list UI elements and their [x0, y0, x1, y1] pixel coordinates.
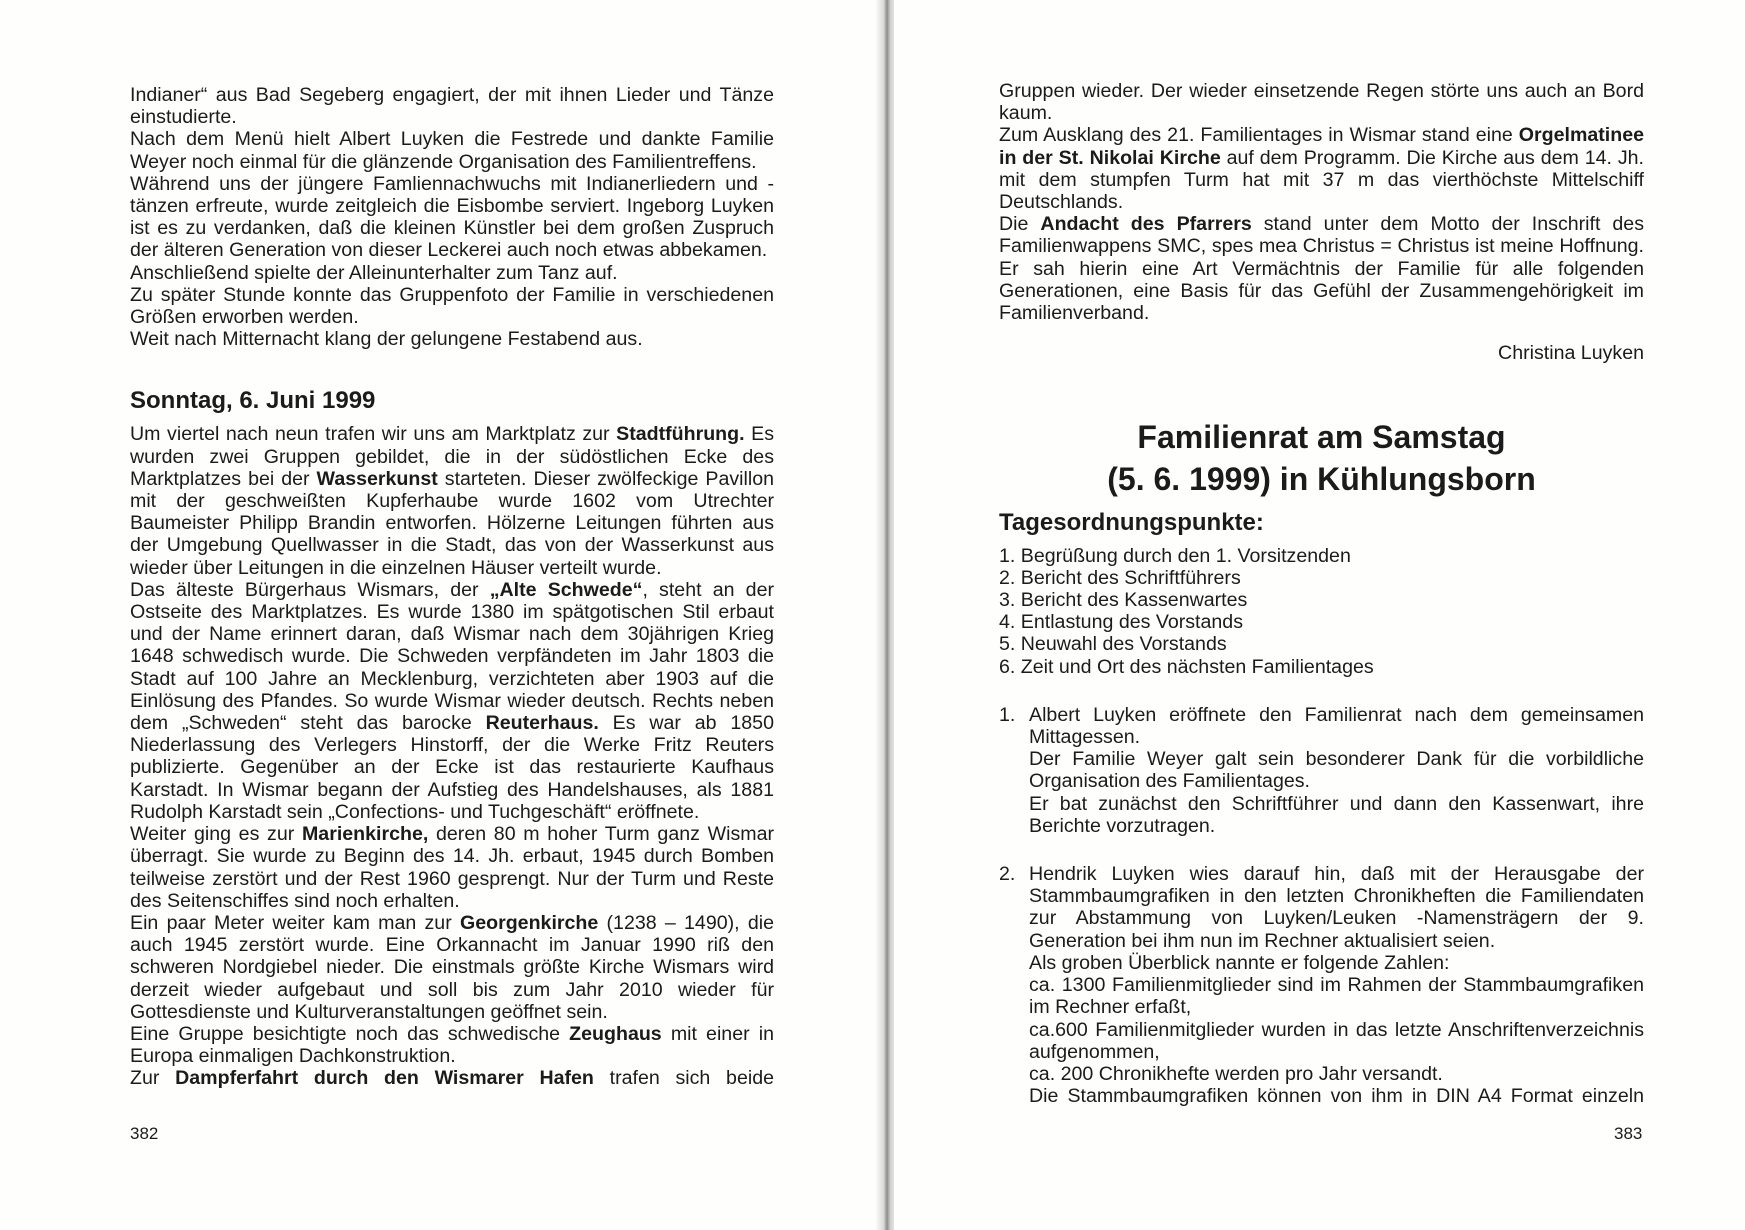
paragraph-marienkirche — [130, 823, 774, 912]
agenda-item: 2. Bericht des Schriftführers — [999, 566, 1241, 589]
text-run: Ein paar Meter weiter kam man zur — [130, 911, 460, 934]
paragraph: Gruppen wieder. Der wieder einsetzende Regen störte uns auch an Bord kaum. — [999, 80, 1644, 125]
left-text-column — [130, 84, 774, 1090]
bold-term: Orgelmatinee in der St. Nikolai Kirche — [999, 124, 1644, 169]
item-line: Albert Luyken eröffnete den Familienrat nach dem gemeinsamen Mittagessen. — [1029, 703, 1644, 749]
text-run: stand unter dem Motto der Inschrift des Familienwappens SMC, spes mea Christus = Christus ist meine Hoffnung. Er sah hierin eine Art Vermächtnis der Familie für alle folgenden Generationen, eine Basis für das Gefühl der Zusammengehörigkeit im Familienverband. — [999, 213, 1644, 325]
text-run: trafen sich beide — [593, 1067, 774, 1090]
paragraph-dampferfahrt — [130, 1067, 774, 1089]
paragraph: Weit nach Mitternacht klang der gelungene Festabend aus. — [130, 328, 643, 351]
paragraph: Nach dem Menü hielt Albert Luyken die Festrede und dankte Familie Weyer noch einmal für die glänzende Organisation des Familientreffens. — [130, 128, 774, 173]
item-line: Hendrik Luyken wies darauf hin, daß mit der Herausgabe der Stammbaumgrafiken in den letzten Chronikheften die Familiendaten zur Abstammung von Luyken/Leuken -Namensträgern der 9. Generation bei ihm nun im Rechner aktualisiert seien. — [1029, 863, 1644, 952]
text-run: Weiter ging es zur — [130, 823, 302, 846]
right-text-column — [999, 80, 1644, 1107]
text-run: deren 80 m hoher Turm ganz Wismar überragt. Sie wurde zu Beginn des 14. Jh. erbaut, 1945 durch Bomben teilweise zerstört und der Rest 1960 gesprengt. Nur der Turm und Reste des Seitenschiffes sind noch erhalten. — [130, 823, 774, 912]
section-heading: Sonntag, 6. Juni 1999 — [130, 387, 376, 415]
bold-term: Reuterhaus. — [485, 712, 599, 735]
paragraph: Indianer“ aus Bad Segeberg engagiert, der mit ihnen Lieder und Tänze einstudierte. — [130, 84, 774, 129]
text-run: Um viertel nach neun trafen wir uns am Marktplatz zur — [130, 423, 617, 446]
text-run: Eine Gruppe besichtigte noch das schwedische — [130, 1022, 570, 1045]
agenda-list — [999, 545, 1644, 678]
paragraph-andacht — [999, 213, 1644, 324]
page-number: 382 — [130, 1124, 159, 1143]
text-run: Die — [999, 213, 1041, 236]
text-run: Zur — [130, 1067, 176, 1090]
paragraph: Während uns der jüngere Famliennachwuchs mit Indianerliedern und -tänzen erfreute, wurde zeitgleich die Eisbombe serviert. Ingeborg Luyken ist es zu verdanken, daß die kleinen Künstler bei dem großen Zuspruch der älteren Generation von dieser Leckerei auch noch etwas abbekamen. — [130, 172, 774, 262]
item-line: Er bat zunächst den Schriftführer und dann den Kassenwart, ihre Berichte vorzutragen. — [1029, 792, 1644, 837]
paragraph: Anschließend spielte der Alleinunterhalter zum Tanz auf. — [130, 261, 618, 284]
minutes-item-2 — [999, 863, 1644, 1107]
item-line: ca. 1300 Familienmitglieder sind im Rahmen der Stammbaumgrafiken im Rechner erfaßt, — [1029, 974, 1644, 1019]
paragraph-georgenkirche — [130, 912, 774, 1023]
agenda-item: 6. Zeit und Ort des nächsten Familientages — [999, 655, 1374, 678]
paragraph-zeughaus — [130, 1023, 774, 1067]
paragraph-orgelmatinee — [999, 124, 1644, 213]
item-line: Die Stammbaumgrafiken können von ihm in DIN A4 Format einzeln — [1029, 1085, 1644, 1108]
agenda-item: 3. Bericht des Kassenwartes — [999, 589, 1248, 612]
item-line: ca. 200 Chronikhefte werden pro Jahr versandt. — [1029, 1062, 1443, 1085]
bold-term: Zeughaus — [569, 1022, 662, 1045]
bold-term: Andacht des Pfarrers — [1040, 213, 1252, 236]
paragraph: Zu später Stunde konnte das Gruppenfoto der Familie in verschiedenen Größen erworben werden. — [130, 283, 774, 329]
item-line: ca.600 Familienmitglieder wurden in das letzte Anschriftenverzeichnis aufgenommen, — [1029, 1018, 1644, 1063]
item-number: 1. — [999, 703, 1016, 726]
bold-term: Stadtführung. — [616, 423, 745, 446]
item-line: Der Familie Weyer galt sein besonderer Dank für die vorbildliche Organisation des Familientages. — [1029, 748, 1644, 793]
text-run: auf dem Programm. Die Kirche aus dem 14. Jh. mit dem stumpfen Turm hat mit 37 m das vierthöchste Mittelschiff Deutschlands. — [999, 146, 1644, 214]
article-title — [999, 416, 1644, 500]
text-run: , steht an der Ostseite des Marktplatzes. Es wurde 1380 im spätgotischen Stil erbaut und der Name erinnert daran, daß Wismar nach dem 30jährigen Krieg 1648 schwedisch wurde. Die Schweden verpfändeten im Jahr 1803 die Stadt auf 100 Jahre an Mecklenburg, verzichteten aber 1903 auf die Einlösung des Pfandes. So wurde Wismar wieder deutsch. Rechts neben dem „Schweden“ steht das barocke — [130, 578, 774, 735]
text-run: Es wurden zwei Gruppen gebildet, die in der südöstlichen Ecke des Marktplatzes bei der — [130, 423, 774, 490]
text-run: Zum Ausklang des 21. Familientages in Wismar stand eine — [999, 124, 1519, 147]
text-run: (1238 – 1490), die auch 1945 zerstört wurde. Eine Orkannacht im Januar 1990 riß den schweren Nordgiebel nieder. Die einstmals größte Kirche Wismars wird derzeit wieder aufgebaut und soll bis zum Jahr 2010 wieder für Gottesdienste und Kulturveranstaltungen geöffnet sein. — [130, 911, 774, 1023]
title-line: (5. 6. 1999) in Kühlungsborn — [1107, 461, 1536, 498]
title-line: Familienrat am Samstag — [1137, 419, 1506, 456]
author-signature: Christina Luyken — [1498, 342, 1644, 365]
paragraph-alte-schwede — [130, 579, 774, 823]
agenda-item: 4. Entlastung des Vorstands — [999, 611, 1243, 634]
page-number: 383 — [1614, 1124, 1643, 1143]
text-run: starteten. Dieser zwölfeckige Pavillon mit der geschweißten Kupferhaube wurde 1602 vom Utrechter Baumeister Philipp Brandin entworfen. Hölzerne Leitungen führten aus der Umgebung Quellwasser in die Stadt, das von der Wasserkunst aus wieder über Leitungen in die einzelnen Häuser verteilt wurde. — [130, 467, 774, 579]
text-run: Das älteste Bürgerhaus Wismars, der — [130, 578, 490, 601]
bold-term: Georgenkirche — [459, 911, 599, 934]
agenda-item: 1. Begrüßung durch den 1. Vorsitzenden — [999, 544, 1351, 567]
agenda-item: 5. Neuwahl des Vorstands — [999, 633, 1227, 656]
text-run: mit einer in Europa einmaligen Dachkonstruktion. — [130, 1022, 774, 1068]
bold-term: Marienkirche, — [301, 823, 429, 846]
paragraph-stadtfuehrung — [130, 423, 774, 578]
agenda-heading: Tagesordnungspunkte: — [999, 509, 1264, 537]
minutes-item-1 — [999, 704, 1644, 837]
bold-term: Wasserkunst — [316, 467, 438, 490]
item-number: 2. — [999, 863, 1016, 886]
bold-term: „Alte Schwede“ — [489, 578, 643, 601]
item-line: Als groben Überblick nannte er folgende Zahlen: — [1029, 951, 1450, 974]
text-run: Es war ab 1850 Niederlassung des Verlegers Hinstorff, der die Werke Fritz Reuters publizierte. Gegenüber an der Ecke ist das restaurierte Kaufhaus Karstadt. In Wismar begann der Aufstieg des Handelshauses, als 1881 Rudolph Karstadt sein „Confections- und Tuchgeschäft“ eröffnete. — [130, 712, 774, 823]
bold-term: Dampferfahrt durch den Wismarer Hafen — [175, 1067, 594, 1090]
